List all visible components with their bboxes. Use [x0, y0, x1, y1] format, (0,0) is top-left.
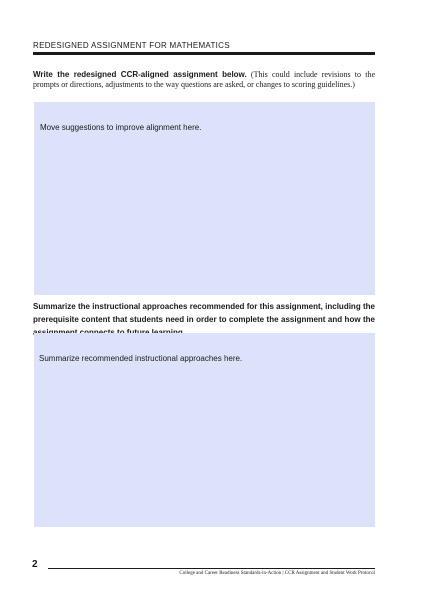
- page-number: 2: [32, 559, 38, 570]
- section-2-instruction: Summarize the instructional approaches recommended for this assignment, including the prerequisite content that students need in order to complete the assignment and how the: [33, 302, 375, 324]
- section-1-instruction: [33, 70, 375, 90]
- redesigned-assignment-placeholder: Move suggestions to improve alignment here.: [40, 123, 202, 132]
- instructional-approaches-placeholder: Summarize recommended instructional approaches here.: [39, 354, 243, 363]
- page-header-title: REDESIGNED ASSIGNMENT FOR MATHEMATICS: [33, 41, 230, 50]
- instructional-approaches-text-box[interactable]: [34, 333, 375, 527]
- footer-text: College and Career Readiness Standards-in-Action | CCR Assignment and Student Work Protocol: [179, 571, 375, 576]
- header-divider: [33, 52, 375, 55]
- section-1-instruction-rest: (This could include revisions to the prompts or directions, adjustments to the way questions are asked, or changes to scoring guidelines.): [33, 70, 375, 89]
- redesigned-assignment-text-box[interactable]: [34, 102, 375, 295]
- section-1-instruction-bold: Write the redesigned CCR-aligned assignment below.: [33, 70, 247, 79]
- footer-divider: [48, 568, 375, 569]
